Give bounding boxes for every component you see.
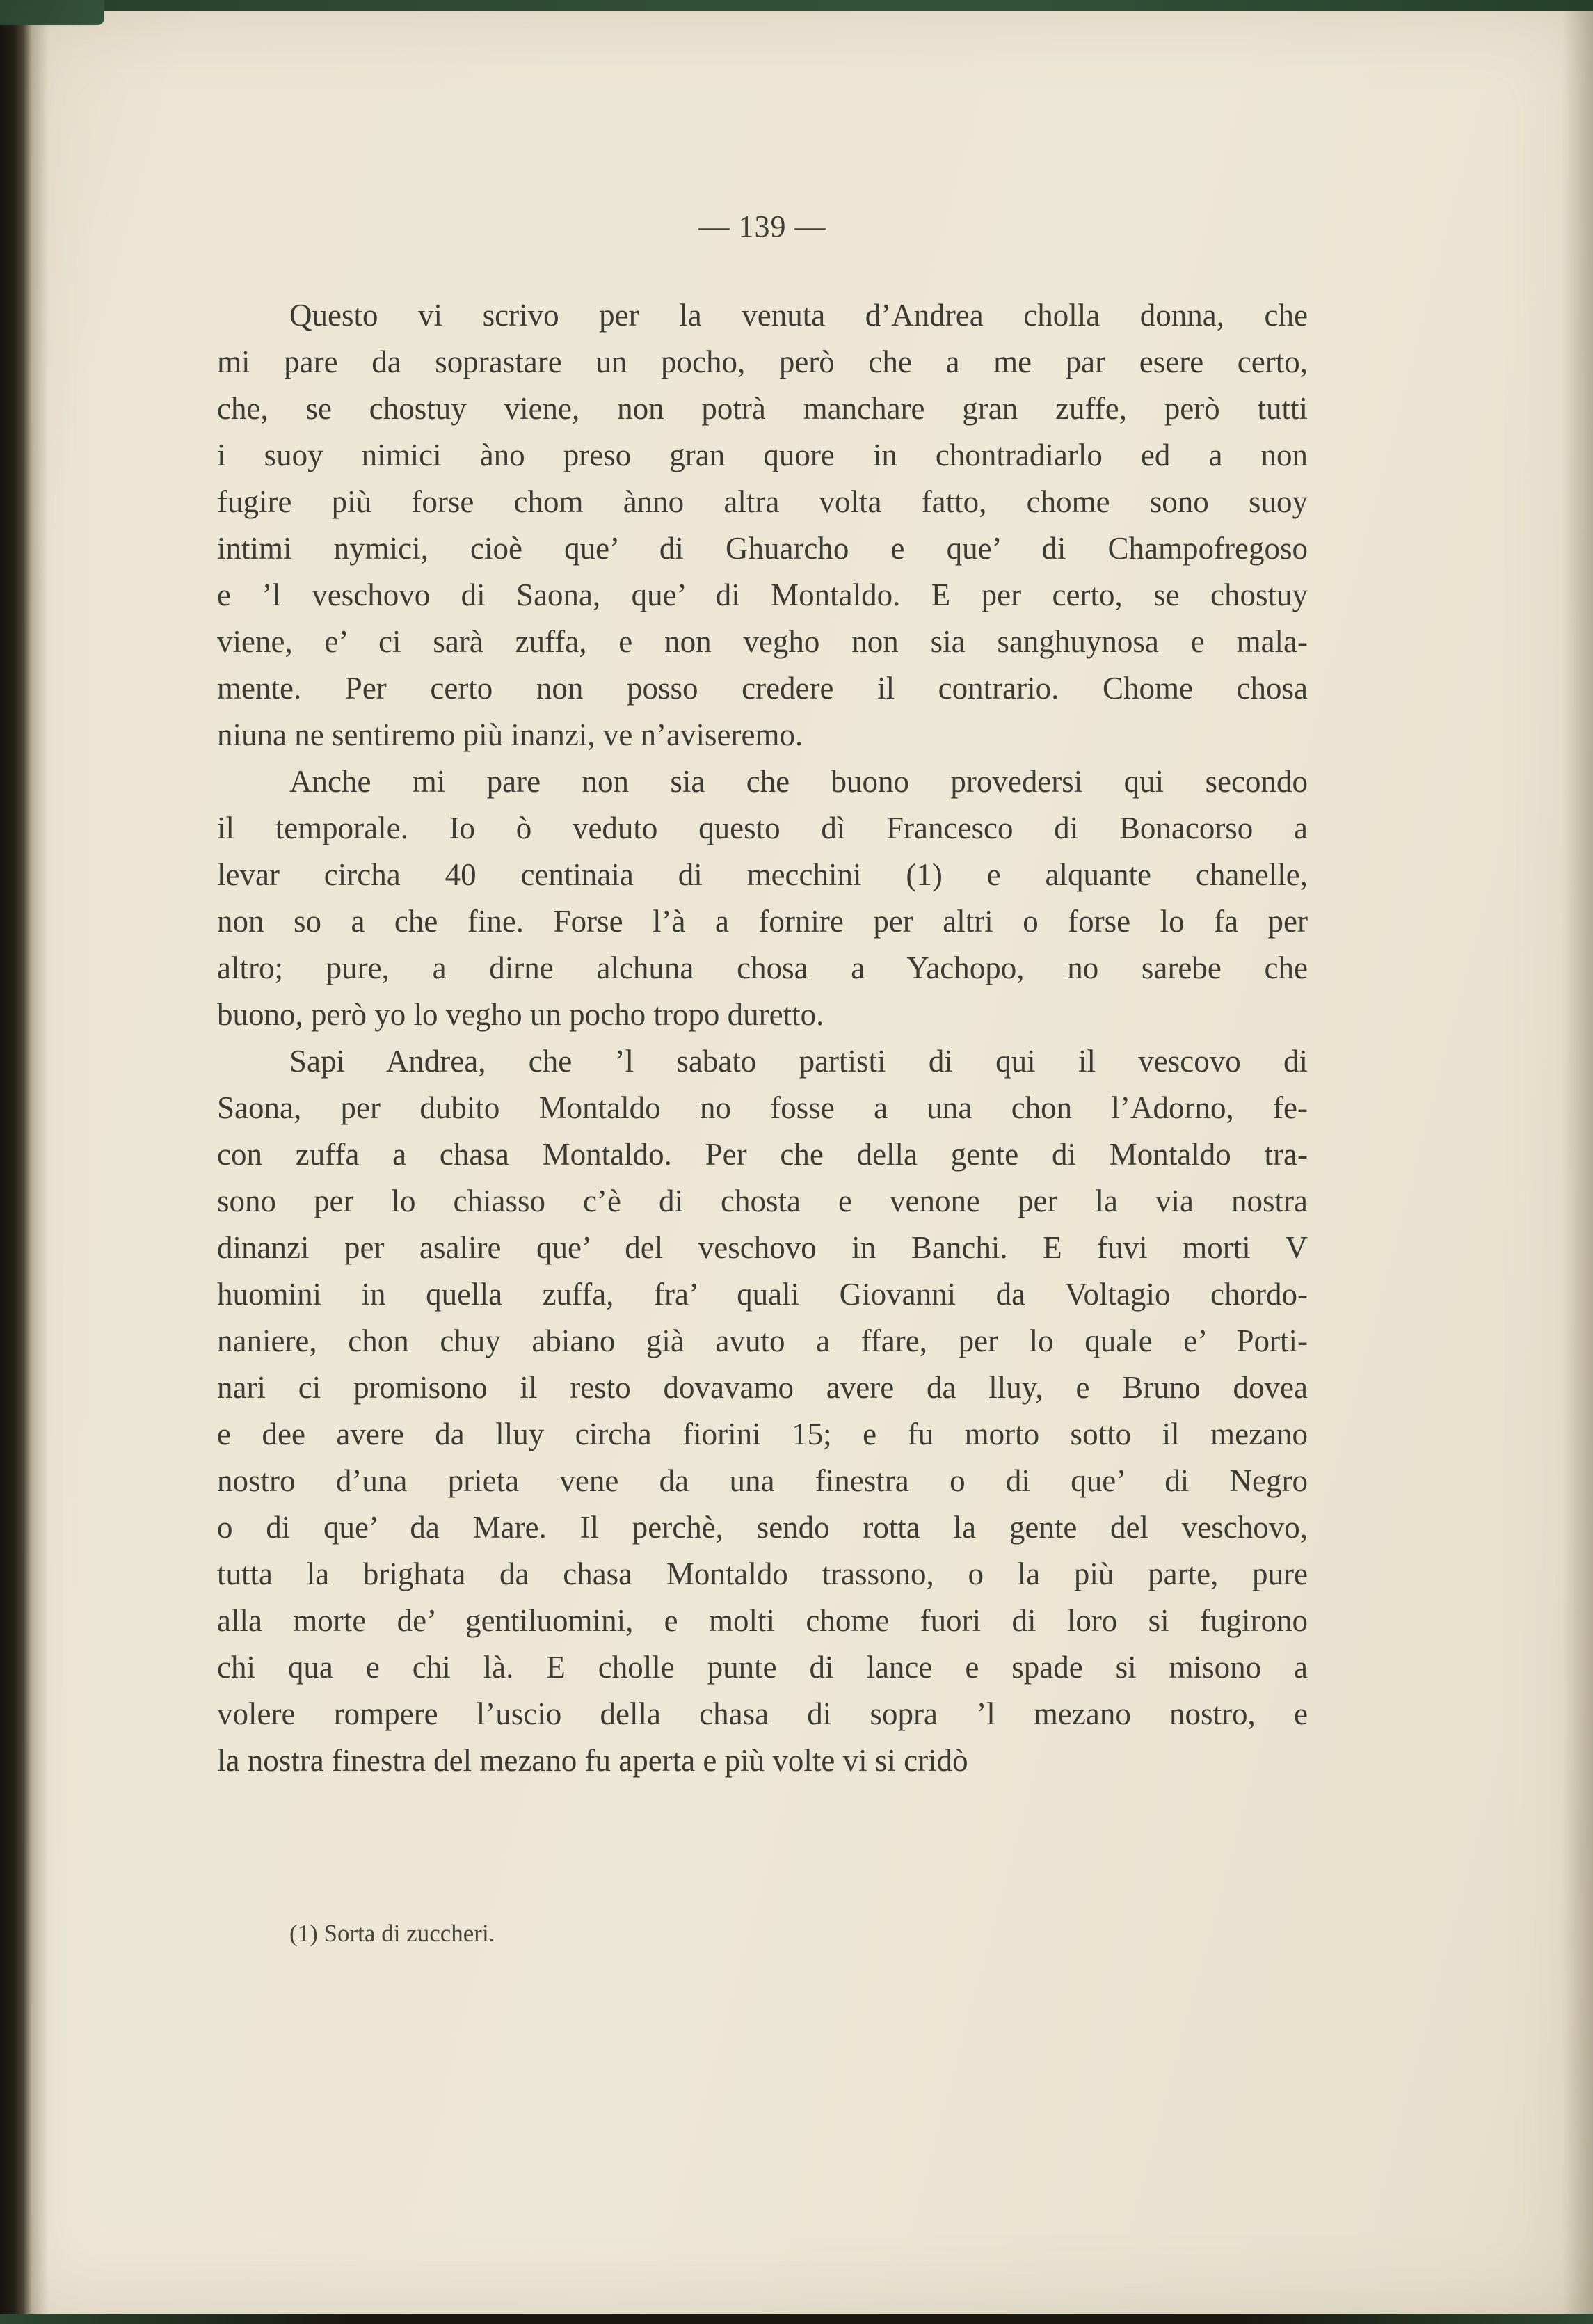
paragraph xyxy=(217,1038,1308,1784)
footnote-text: (1) Sorta di zuccheri. xyxy=(289,1920,495,1947)
book-cover-edge-top xyxy=(0,0,1593,11)
book-cover-corner xyxy=(0,0,104,25)
text-line: la nostra finestra del mezano fu aperta e più volte vi si cridò xyxy=(217,1743,968,1778)
page-edge-shadow-right xyxy=(1562,0,1593,2324)
text-line: naniere, chon chuy abiano già avuto a ffare, per lo quale e’ Porti- xyxy=(217,1323,1308,1358)
text-line: con zuffa a chasa Montaldo. Per che della gente di Montaldo tra- xyxy=(217,1137,1308,1172)
binding-edge-left xyxy=(0,0,49,2324)
text-line: o di que’ da Mare. Il perchè, sendo rotta la gente del veschovo, xyxy=(217,1510,1308,1545)
text-line: i suoy nimici àno preso gran quore in chontradiarlo ed a non xyxy=(217,438,1308,472)
text-line: mi pare da soprastare un pocho, però che a me par esere certo, xyxy=(217,344,1308,379)
text-line: il temporale. Io ò veduto questo dì Francesco di Bonacorso a xyxy=(217,811,1308,845)
text-line: alla morte de’ gentiluomini, e molti chome fuori di loro si fugirono xyxy=(217,1603,1308,1638)
text-line: nari ci promisono il resto dovavamo avere da lluy, e Bruno dovea xyxy=(217,1370,1308,1405)
text-line: Saona, per dubito Montaldo no fosse a una chon l’Adorno, fe- xyxy=(217,1090,1308,1125)
text-line: sono per lo chiasso c’è di chosta e venone per la via nostra xyxy=(217,1184,1308,1218)
paragraph xyxy=(217,292,1308,758)
text-line: chi qua e chi là. E cholle punte di lance e spade si misono a xyxy=(217,1650,1308,1685)
text-line: e dee avere da lluy circha fiorini 15; e fu morto sotto il mezano xyxy=(217,1417,1308,1451)
page-text-block xyxy=(217,292,1308,1784)
text-line: viene, e’ ci sarà zuffa, e non vegho non sia sanghuynosa e mala- xyxy=(217,624,1308,659)
book-cover-edge-bottom xyxy=(0,2314,1593,2324)
text-line: Sapi Andrea, che ’l sabato partisti di qui il vescovo di xyxy=(289,1044,1308,1079)
text-line: levar circha 40 centinaia di mecchini (1) e alquante chanelle, xyxy=(217,857,1308,892)
text-line: buono, però yo lo vegho un pocho tropo duretto. xyxy=(217,997,824,1032)
text-line: intimi nymici, cioè que’ di Ghuarcho e que’ di Champofregoso xyxy=(217,531,1308,566)
page-number-header: — 139 — xyxy=(698,209,826,244)
text-line: Questo vi scrivo per la venuta d’Andrea cholla donna, che xyxy=(289,298,1308,333)
paragraph xyxy=(217,758,1308,1038)
text-line: altro; pure, a dirne alchuna chosa a Yachopo, no sarebe che xyxy=(217,950,1308,985)
text-line: volere rompere l’uscio della chasa di sopra ’l mezano nostro, e xyxy=(217,1696,1308,1731)
text-line: niuna ne sentiremo più inanzi, ve n’aviseremo. xyxy=(217,717,803,752)
text-line: dinanzi per asalire que’ del veschovo in Banchi. E fuvi morti V xyxy=(217,1230,1308,1265)
text-line: tutta la brighata da chasa Montaldo trassono, o la più parte, pure xyxy=(217,1557,1308,1591)
text-line: e ’l veschovo di Saona, que’ di Montaldo. E per certo, se chostuy xyxy=(217,578,1308,612)
text-line: nostro d’una prieta vene da una finestra o di que’ di Negro xyxy=(217,1463,1308,1498)
text-line: non so a che fine. Forse l’à a fornire per altri o forse lo fa per xyxy=(217,904,1308,939)
text-line: huomini in quella zuffa, fra’ quali Giovanni da Voltagio chordo- xyxy=(217,1277,1308,1312)
text-line: mente. Per certo non posso credere il contrario. Chome chosa xyxy=(217,671,1308,706)
footnote xyxy=(289,1918,1305,1950)
text-line: fugire più forse chom ànno altra volta fatto, chome sono suoy xyxy=(217,484,1308,519)
text-line: che, se chostuy viene, non potrà manchare gran zuffe, però tutti xyxy=(217,391,1308,426)
text-line: Anche mi pare non sia che buono provedersi qui secondo xyxy=(289,764,1308,799)
